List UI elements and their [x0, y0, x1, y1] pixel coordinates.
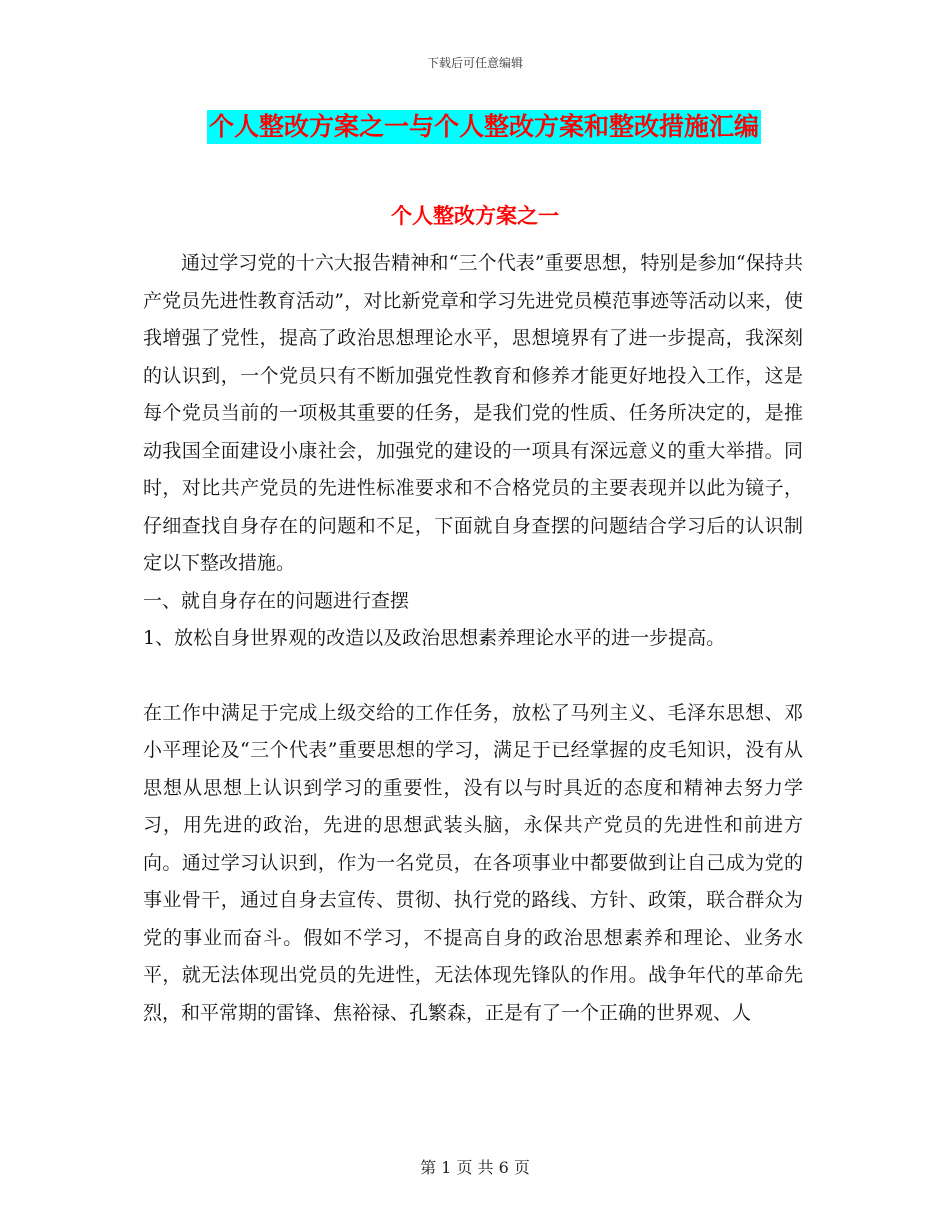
- page-header-note: 下载后可任意编辑: [426, 56, 523, 70]
- page-number: 第 1 页 共 6 页: [420, 1158, 530, 1177]
- document-body: [143, 245, 803, 1032]
- paragraph-item-1-detail: 在工作中满足于完成上级交给的工作任务，放松了马列主义、毛泽东思想、邓小平理论及“三个代表”重要思想的学习，满足于已经掌握的皮毛知识，没有从思想从思想上认识到学习的重要性，没有以与时具近的态度和精神去努力学习，用先进的政治，先进的思想武装头脑，永保共产党员的先进性和前进方向。通过学习认识到，作为一名党员，在各项事业中都要做到让自己成为党的事业骨干，通过自身去宣传、贯彻、执行党的路线、方针、政策，联合群众为党的事业而奋斗。假如不学习，不提高自身的政治思想素养和理论、业务水平，就无法体现出党员的先进性，无法体现先锋队的作用。战争年代的革命先烈，和平常期的雷锋、焦裕禄、孔繁森，正是有了一个正确的世界观、人: [143, 701, 803, 1024]
- document-title: 个人整改方案之一与个人整改方案和整改措施汇编: [207, 110, 761, 144]
- section-title: 个人整改方案之一: [391, 203, 559, 228]
- heading-item-1: 1、放松自身世界观的改造以及政治思想素养理论水平的进一步提高。: [143, 627, 726, 649]
- paragraph-intro: 通过学习党的十六大报告精神和“三个代表”重要思想，特别是参加“保持共产党员先进性教育活动”，对比新党章和学习先进党员模范事迹等活动以来，使我增强了党性，提高了政治思想理论水平，思想境界有了进一步提高，我深刻的认识到，一个党员只有不断加强党性教育和修养才能更好地投入工作，这是每个党员当前的一项极其重要的任务，是我们党的性质、任务所决定的，是推动我国全面建设小康社会，加强党的建设的一项具有深远意义的重大举措。同时，对比共产党员的先进性标准要求和不合格党员的主要表现并以此为镜子，仔细查找自身存在的问题和不足，下面就自身查摆的问题结合学习后的认识制定以下整改措施。: [143, 252, 803, 574]
- heading-problems: 一、就自身存在的问题进行查摆: [143, 589, 410, 612]
